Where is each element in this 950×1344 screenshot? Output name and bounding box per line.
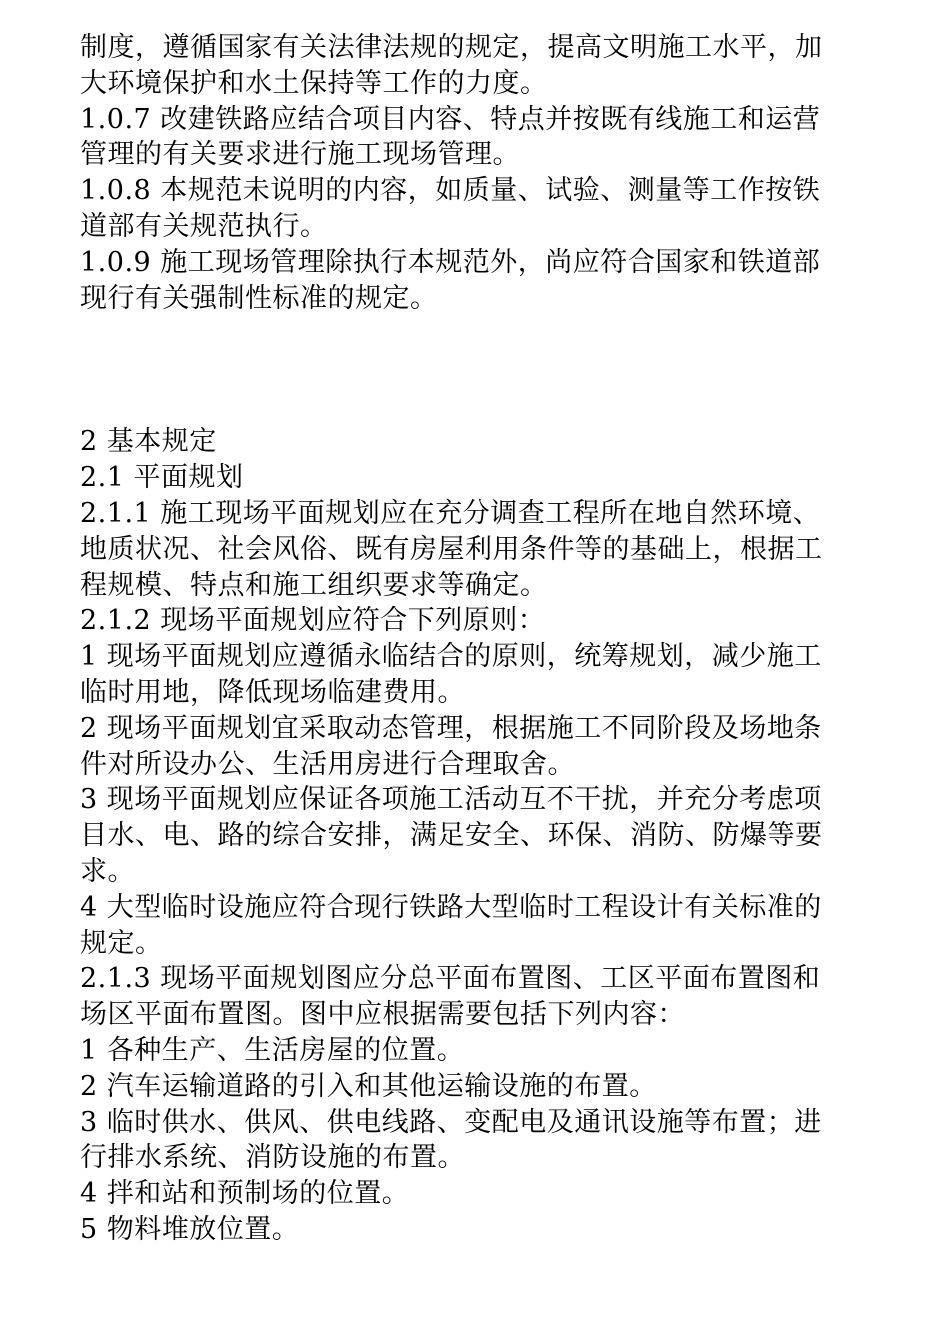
text-line: 目水、电、路的综合安排，满足安全、环保、消防、防爆等要 (80, 820, 823, 852)
text-line: 规定。 (80, 927, 163, 959)
text-line: 地质状况、社会风俗、既有房屋利用条件等的基础上，根据工 (80, 533, 823, 565)
text-line: 道部有关规范执行。 (80, 210, 328, 242)
text-line: 2.1.3 现场平面规划图应分总平面布置图、工区平面布置图和 (80, 963, 821, 995)
text-line: 2 汽车运输道路的引入和其他运输设施的布置。 (80, 1070, 657, 1102)
text-line: 3 现场平面规划应保证各项施工活动互不干扰，并充分考虑项 (80, 784, 822, 816)
section-1-continuation (80, 30, 880, 316)
text-line: 管理的有关要求进行施工现场管理。 (80, 139, 520, 171)
text-line: 求。 (80, 855, 135, 887)
text-line: 4 拌和站和预制场的位置。 (80, 1178, 410, 1210)
text-line: 1.0.8 本规范未说明的内容，如质量、试验、测量等工作按铁 (80, 175, 821, 207)
text-line: 2 现场平面规划宜采取动态管理，根据施工不同阶段及场地条 (80, 712, 822, 744)
section-heading: 2.1 平面规划 (80, 462, 244, 494)
document-page (80, 30, 880, 1248)
text-line: 1.0.9 施工现场管理除执行本规范外，尚应符合国家和铁道部 (80, 246, 821, 278)
text-line: 程规模、特点和施工组织要求等确定。 (80, 569, 548, 601)
text-line: 5 物料堆放位置。 (80, 1213, 300, 1245)
text-line: 场区平面布置图。图中应根据需要包括下列内容： (80, 999, 685, 1031)
text-line: 4 大型临时设施应符合现行铁路大型临时工程设计有关标准的 (80, 891, 822, 923)
text-line: 件对所设办公、生活用房进行合理取舍。 (80, 748, 575, 780)
section-2 (80, 424, 880, 1247)
text-line: 1 各种生产、生活房屋的位置。 (80, 1034, 465, 1066)
text-line: 2.1.1 施工现场平面规划应在充分调查工程所在地自然环境、 (80, 497, 821, 529)
text-line: 1.0.7 改建铁路应结合项目内容、特点并按既有线施工和运营 (80, 103, 821, 135)
text-line: 现行有关强制性标准的规定。 (80, 282, 438, 314)
text-line: 3 临时供水、供风、供电线路、变配电及通讯设施等布置；进 (80, 1106, 822, 1138)
text-line: 临时用地，降低现场临建费用。 (80, 676, 465, 708)
text-line: 大环境保护和水土保持等工作的力度。 (80, 67, 548, 99)
text-line: 2.1.2 现场平面规划应符合下列原则： (80, 605, 546, 637)
text-line: 1 现场平面规划应遵循永临结合的原则，统筹规划，减少施工 (80, 641, 822, 673)
text-line: 制度，遵循国家有关法律法规的规定，提高文明施工水平，加 (80, 32, 823, 63)
section-gap (80, 316, 880, 424)
text-line: 行排水系统、消防设施的布置。 (80, 1142, 465, 1174)
chapter-heading: 2 基本规定 (80, 426, 217, 458)
